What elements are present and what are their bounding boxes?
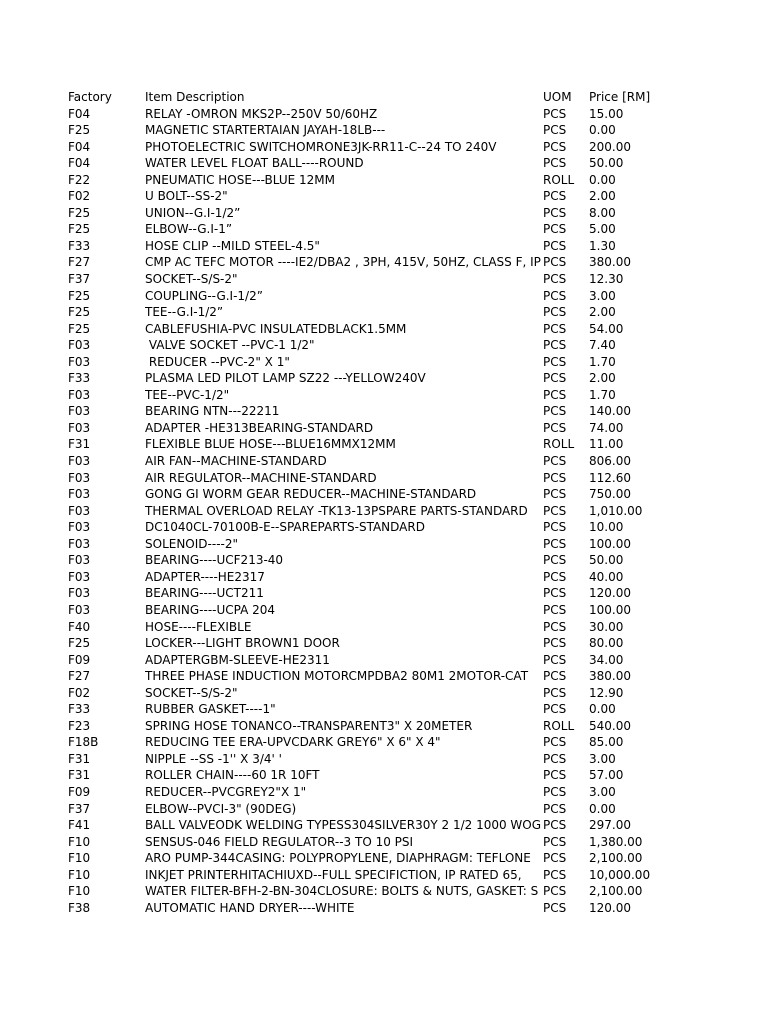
price-cell: 380.00: [589, 255, 631, 270]
table-row: [0, 867, 768, 884]
table-row: [0, 387, 768, 404]
price-cell: 2.00: [589, 305, 616, 320]
uom-cell: PCS: [543, 867, 567, 882]
item-description-cell: THERMAL OVERLOAD RELAY -TK13-13PSPARE PARTS-STANDARD: [145, 503, 528, 518]
uom-cell: PCS: [543, 338, 567, 353]
table-row: [0, 453, 768, 470]
price-cell: 750.00: [589, 487, 631, 502]
uom-cell: PCS: [543, 106, 567, 121]
item-description-cell: SOCKET--S/S-2": [145, 685, 238, 700]
uom-cell: PCS: [543, 238, 567, 253]
item-description-cell: MAGNETIC STARTERTAIAN JAYAH-18LB---: [145, 123, 386, 138]
factory-cell: F03: [68, 487, 91, 502]
price-cell: 2.00: [589, 189, 616, 204]
table-row: [0, 552, 768, 569]
table-row: [0, 155, 768, 172]
uom-cell: PCS: [543, 305, 567, 320]
factory-cell: F03: [68, 586, 91, 601]
uom-cell: PCS: [543, 404, 567, 419]
price-cell: 120.00: [589, 900, 631, 915]
factory-cell: F25: [68, 205, 91, 220]
item-description-cell: WATER FILTER-BFH-2-BN-304CLOSURE: BOLTS & NUTS, GASKET: S: [145, 884, 539, 899]
price-cell: 112.60: [589, 470, 631, 485]
table-row: [0, 834, 768, 851]
item-description-cell: INKJET PRINTERHITACHIUXD--FULL SPECIFICTION, IP RATED 65,: [145, 867, 522, 882]
uom-cell: PCS: [543, 685, 567, 700]
table-row: [0, 685, 768, 702]
table-row: [0, 619, 768, 636]
factory-cell: F31: [68, 751, 91, 766]
price-cell: 30.00: [589, 619, 624, 634]
table-row: [0, 354, 768, 371]
table-row: [0, 635, 768, 652]
price-cell: 100.00: [589, 602, 631, 617]
table-row: [0, 900, 768, 917]
item-description-cell: ADAPTER -HE313BEARING-STANDARD: [145, 420, 374, 435]
price-cell: 1.70: [589, 354, 616, 369]
table-row: [0, 668, 768, 685]
table-row: [0, 602, 768, 619]
uom-cell: PCS: [543, 636, 567, 651]
header-item-description: Item Description: [145, 90, 245, 104]
factory-cell: F03: [68, 503, 91, 518]
uom-cell: PCS: [543, 487, 567, 502]
table-row: [0, 767, 768, 784]
item-description-cell: ADAPTERGBM-SLEEVE-HE2311: [145, 652, 330, 667]
uom-cell: PCS: [543, 503, 567, 518]
table-row: [0, 106, 768, 123]
item-description-cell: AIR REGULATOR--MACHINE-STANDARD: [145, 470, 377, 485]
factory-cell: F03: [68, 520, 91, 535]
item-description-cell: REDUCING TEE ERA-UPVCDARK GREY6" X 6" X 4": [145, 735, 441, 750]
uom-cell: PCS: [543, 354, 567, 369]
price-cell: 7.40: [589, 338, 616, 353]
table-row: [0, 569, 768, 586]
factory-cell: F02: [68, 189, 91, 204]
price-cell: 3.00: [589, 288, 616, 303]
price-cell: 2,100.00: [589, 851, 643, 866]
factory-cell: F04: [68, 139, 91, 154]
table-row: [0, 205, 768, 222]
price-cell: 380.00: [589, 669, 631, 684]
price-cell: 1,380.00: [589, 834, 643, 849]
uom-cell: PCS: [543, 255, 567, 270]
item-description-cell: COUPLING--G.I-1/2”: [145, 288, 263, 303]
factory-cell: F38: [68, 900, 91, 915]
price-cell: 80.00: [589, 636, 624, 651]
factory-cell: F03: [68, 354, 91, 369]
item-description-cell: WATER LEVEL FLOAT BALL----ROUND: [145, 156, 364, 171]
price-cell: 3.00: [589, 751, 616, 766]
uom-cell: PCS: [543, 205, 567, 220]
item-description-cell: AUTOMATIC HAND DRYER----WHITE: [145, 900, 355, 915]
price-cell: 806.00: [589, 454, 631, 469]
uom-cell: PCS: [543, 321, 567, 336]
table-row: [0, 288, 768, 305]
factory-cell: F31: [68, 437, 91, 452]
table-row: [0, 304, 768, 321]
factory-cell: F03: [68, 454, 91, 469]
price-cell: 200.00: [589, 139, 631, 154]
uom-cell: PCS: [543, 387, 567, 402]
table-row: [0, 470, 768, 487]
item-description-cell: BEARING NTN---22211: [145, 404, 280, 419]
uom-cell: PCS: [543, 553, 567, 568]
factory-cell: F09: [68, 652, 91, 667]
factory-cell: F25: [68, 321, 91, 336]
item-description-cell: REDUCER--PVCGREY2"X 1": [145, 784, 307, 799]
item-description-cell: GONG GI WORM GEAR REDUCER--MACHINE-STANDARD: [145, 487, 477, 502]
item-description-cell: UNION--G.I-1/2”: [145, 205, 241, 220]
uom-cell: PCS: [543, 784, 567, 799]
factory-cell: F03: [68, 404, 91, 419]
header-uom: UOM: [543, 90, 572, 104]
factory-cell: F03: [68, 420, 91, 435]
price-cell: 1,010.00: [589, 503, 643, 518]
price-cell: 0.00: [589, 123, 616, 138]
uom-cell: PCS: [543, 818, 567, 833]
factory-cell: F25: [68, 222, 91, 237]
table-row: [0, 784, 768, 801]
table-row: [0, 238, 768, 255]
item-description-cell: AIR FAN--MACHINE-STANDARD: [145, 454, 327, 469]
header-factory: Factory: [68, 90, 112, 104]
item-description-cell: FLEXIBLE BLUE HOSE---BLUE16MMX12MM: [145, 437, 396, 452]
uom-cell: ROLL: [543, 437, 575, 452]
table-row: [0, 436, 768, 453]
uom-cell: PCS: [543, 619, 567, 634]
header-price: Price [RM]: [589, 90, 651, 104]
factory-cell: F33: [68, 371, 91, 386]
factory-cell: F10: [68, 851, 91, 866]
item-description-cell: TEE--G.I-1/2”: [145, 305, 224, 320]
item-description-cell: REDUCER --PVC-2" X 1": [145, 354, 290, 369]
uom-cell: PCS: [543, 652, 567, 667]
item-description-cell: DC1040CL-70100B-E--SPAREPARTS-STANDARD: [145, 520, 425, 535]
factory-cell: F03: [68, 536, 91, 551]
item-description-cell: PLASMA LED PILOT LAMP SZ22 ---YELLOW240V: [145, 371, 426, 386]
uom-cell: PCS: [543, 454, 567, 469]
item-description-cell: CABLEFUSHIA-PVC INSULATEDBLACK1.5MM: [145, 321, 407, 336]
table-row: [0, 337, 768, 354]
item-description-cell: PNEUMATIC HOSE---BLUE 12MM: [145, 172, 335, 187]
table-row: [0, 652, 768, 669]
price-cell: 120.00: [589, 586, 631, 601]
item-description-cell: SENSUS-046 FIELD REGULATOR--3 TO 10 PSI: [145, 834, 414, 849]
price-cell: 100.00: [589, 536, 631, 551]
factory-cell: F41: [68, 818, 91, 833]
price-cell: 15.00: [589, 106, 624, 121]
factory-cell: F25: [68, 636, 91, 651]
uom-cell: PCS: [543, 222, 567, 237]
factory-cell: F25: [68, 288, 91, 303]
uom-cell: PCS: [543, 801, 567, 816]
uom-cell: PCS: [543, 735, 567, 750]
table-row: [0, 751, 768, 768]
item-description-cell: HOSE CLIP --MILD STEEL-4.5": [145, 238, 320, 253]
uom-cell: PCS: [543, 834, 567, 849]
item-description-cell: PHOTOELECTRIC SWITCHOMRONE3JK-RR11-C--24 TO 240V: [145, 139, 497, 154]
price-cell: 11.00: [589, 437, 624, 452]
factory-cell: F37: [68, 272, 91, 287]
factory-cell: F31: [68, 768, 91, 783]
table-row: [0, 536, 768, 553]
price-cell: 297.00: [589, 818, 631, 833]
item-description-cell: SPRING HOSE TONANCO--TRANSPARENT3" X 20METER: [145, 718, 473, 733]
uom-cell: PCS: [543, 520, 567, 535]
factory-cell: F04: [68, 106, 91, 121]
uom-cell: PCS: [543, 189, 567, 204]
factory-cell: F33: [68, 238, 91, 253]
price-cell: 1.70: [589, 387, 616, 402]
price-cell: 74.00: [589, 420, 624, 435]
factory-cell: F18B: [68, 735, 99, 750]
table-row: [0, 850, 768, 867]
price-cell: 2,100.00: [589, 884, 643, 899]
item-description-cell: CMP AC TEFC MOTOR ----IE2/DBA2 , 3PH, 415V, 50HZ, CLASS F, IP: [145, 255, 541, 270]
price-cell: 54.00: [589, 321, 624, 336]
uom-cell: ROLL: [543, 172, 575, 187]
uom-cell: PCS: [543, 272, 567, 287]
item-description-cell: VALVE SOCKET --PVC-1 1/2": [145, 338, 315, 353]
uom-cell: PCS: [543, 569, 567, 584]
item-description-cell: SOCKET--S/S-2": [145, 272, 238, 287]
table-row: [0, 734, 768, 751]
item-description-cell: THREE PHASE INDUCTION MOTORCMPDBA2 80M1 2MOTOR-CAT: [145, 669, 529, 684]
factory-cell: F03: [68, 338, 91, 353]
item-description-cell: BALL VALVEODK WELDING TYPESS304SILVER30Y 2 1/2 1000 WOG: [145, 818, 542, 833]
uom-cell: PCS: [543, 851, 567, 866]
item-description-cell: LOCKER---LIGHT BROWN1 DOOR: [145, 636, 340, 651]
table-row: [0, 188, 768, 205]
uom-cell: ROLL: [543, 718, 575, 733]
price-list-sheet: [0, 89, 768, 916]
item-description-cell: BEARING----UCF213-40: [145, 553, 284, 568]
factory-cell: F27: [68, 669, 91, 684]
table-row: [0, 420, 768, 437]
table-row: [0, 122, 768, 139]
item-description-cell: HOSE----FLEXIBLE: [145, 619, 252, 634]
item-description-cell: SOLENOID----2": [145, 536, 239, 551]
price-cell: 0.00: [589, 702, 616, 717]
factory-cell: F03: [68, 569, 91, 584]
price-cell: 10,000.00: [589, 867, 651, 882]
uom-cell: PCS: [543, 420, 567, 435]
factory-cell: F37: [68, 801, 91, 816]
table-row: [0, 254, 768, 271]
item-description-cell: RUBBER GASKET----1": [145, 702, 276, 717]
table-row: [0, 221, 768, 238]
factory-cell: F40: [68, 619, 91, 634]
table-row: [0, 519, 768, 536]
table-row: [0, 585, 768, 602]
item-description-cell: BEARING----UCT211: [145, 586, 264, 601]
price-cell: 1.30: [589, 238, 616, 253]
uom-cell: PCS: [543, 288, 567, 303]
item-description-cell: ROLLER CHAIN----60 1R 10FT: [145, 768, 320, 783]
item-description-cell: BEARING----UCPA 204: [145, 602, 276, 617]
header-row: [0, 89, 768, 106]
table-row: [0, 321, 768, 338]
uom-cell: PCS: [543, 470, 567, 485]
item-description-cell: ARO PUMP-344CASING: POLYPROPYLENE, DIAPHRAGM: TEFLONE: [145, 851, 531, 866]
uom-cell: PCS: [543, 900, 567, 915]
table-row: [0, 883, 768, 900]
price-cell: 5.00: [589, 222, 616, 237]
table-row: [0, 172, 768, 189]
price-cell: 57.00: [589, 768, 624, 783]
price-cell: 50.00: [589, 553, 624, 568]
uom-cell: PCS: [543, 702, 567, 717]
uom-cell: PCS: [543, 371, 567, 386]
price-cell: 3.00: [589, 784, 616, 799]
factory-cell: F25: [68, 305, 91, 320]
price-cell: 12.30: [589, 272, 624, 287]
factory-cell: F03: [68, 602, 91, 617]
factory-cell: F02: [68, 685, 91, 700]
table-row: [0, 701, 768, 718]
price-cell: 8.00: [589, 205, 616, 220]
uom-cell: PCS: [543, 884, 567, 899]
uom-cell: PCS: [543, 602, 567, 617]
factory-cell: F10: [68, 867, 91, 882]
table-row: [0, 403, 768, 420]
factory-cell: F10: [68, 884, 91, 899]
uom-cell: PCS: [543, 768, 567, 783]
factory-cell: F04: [68, 156, 91, 171]
uom-cell: PCS: [543, 751, 567, 766]
table-row: [0, 817, 768, 834]
price-cell: 140.00: [589, 404, 631, 419]
table-row: [0, 503, 768, 520]
table-row: [0, 718, 768, 735]
factory-cell: F33: [68, 702, 91, 717]
factory-cell: F25: [68, 123, 91, 138]
price-cell: 12.90: [589, 685, 624, 700]
item-description-cell: NIPPLE --SS -1'' X 3/4' ': [145, 751, 282, 766]
uom-cell: PCS: [543, 536, 567, 551]
uom-cell: PCS: [543, 156, 567, 171]
table-row: [0, 271, 768, 288]
factory-cell: F22: [68, 172, 91, 187]
factory-cell: F03: [68, 470, 91, 485]
item-description-cell: RELAY -OMRON MKS2P--250V 50/60HZ: [145, 106, 378, 121]
item-description-cell: U BOLT--SS-2": [145, 189, 228, 204]
item-description-cell: TEE--PVC-1/2": [145, 387, 230, 402]
uom-cell: PCS: [543, 123, 567, 138]
factory-cell: F23: [68, 718, 91, 733]
uom-cell: PCS: [543, 586, 567, 601]
uom-cell: PCS: [543, 669, 567, 684]
price-cell: 0.00: [589, 172, 616, 187]
price-cell: 85.00: [589, 735, 624, 750]
factory-cell: F03: [68, 553, 91, 568]
price-cell: 540.00: [589, 718, 631, 733]
price-cell: 40.00: [589, 569, 624, 584]
uom-cell: PCS: [543, 139, 567, 154]
factory-cell: F27: [68, 255, 91, 270]
table-row: [0, 486, 768, 503]
table-body: [0, 106, 768, 917]
factory-cell: F09: [68, 784, 91, 799]
price-cell: 50.00: [589, 156, 624, 171]
factory-cell: F03: [68, 387, 91, 402]
table-row: [0, 370, 768, 387]
price-cell: 10.00: [589, 520, 624, 535]
price-cell: 2.00: [589, 371, 616, 386]
item-description-cell: ADAPTER----HE2317: [145, 569, 265, 584]
price-cell: 0.00: [589, 801, 616, 816]
item-description-cell: ELBOW--PVCI-3" (90DEG): [145, 801, 297, 816]
item-description-cell: ELBOW--G.I-1”: [145, 222, 233, 237]
table-row: [0, 801, 768, 818]
table-row: [0, 139, 768, 156]
factory-cell: F10: [68, 834, 91, 849]
price-cell: 34.00: [589, 652, 624, 667]
